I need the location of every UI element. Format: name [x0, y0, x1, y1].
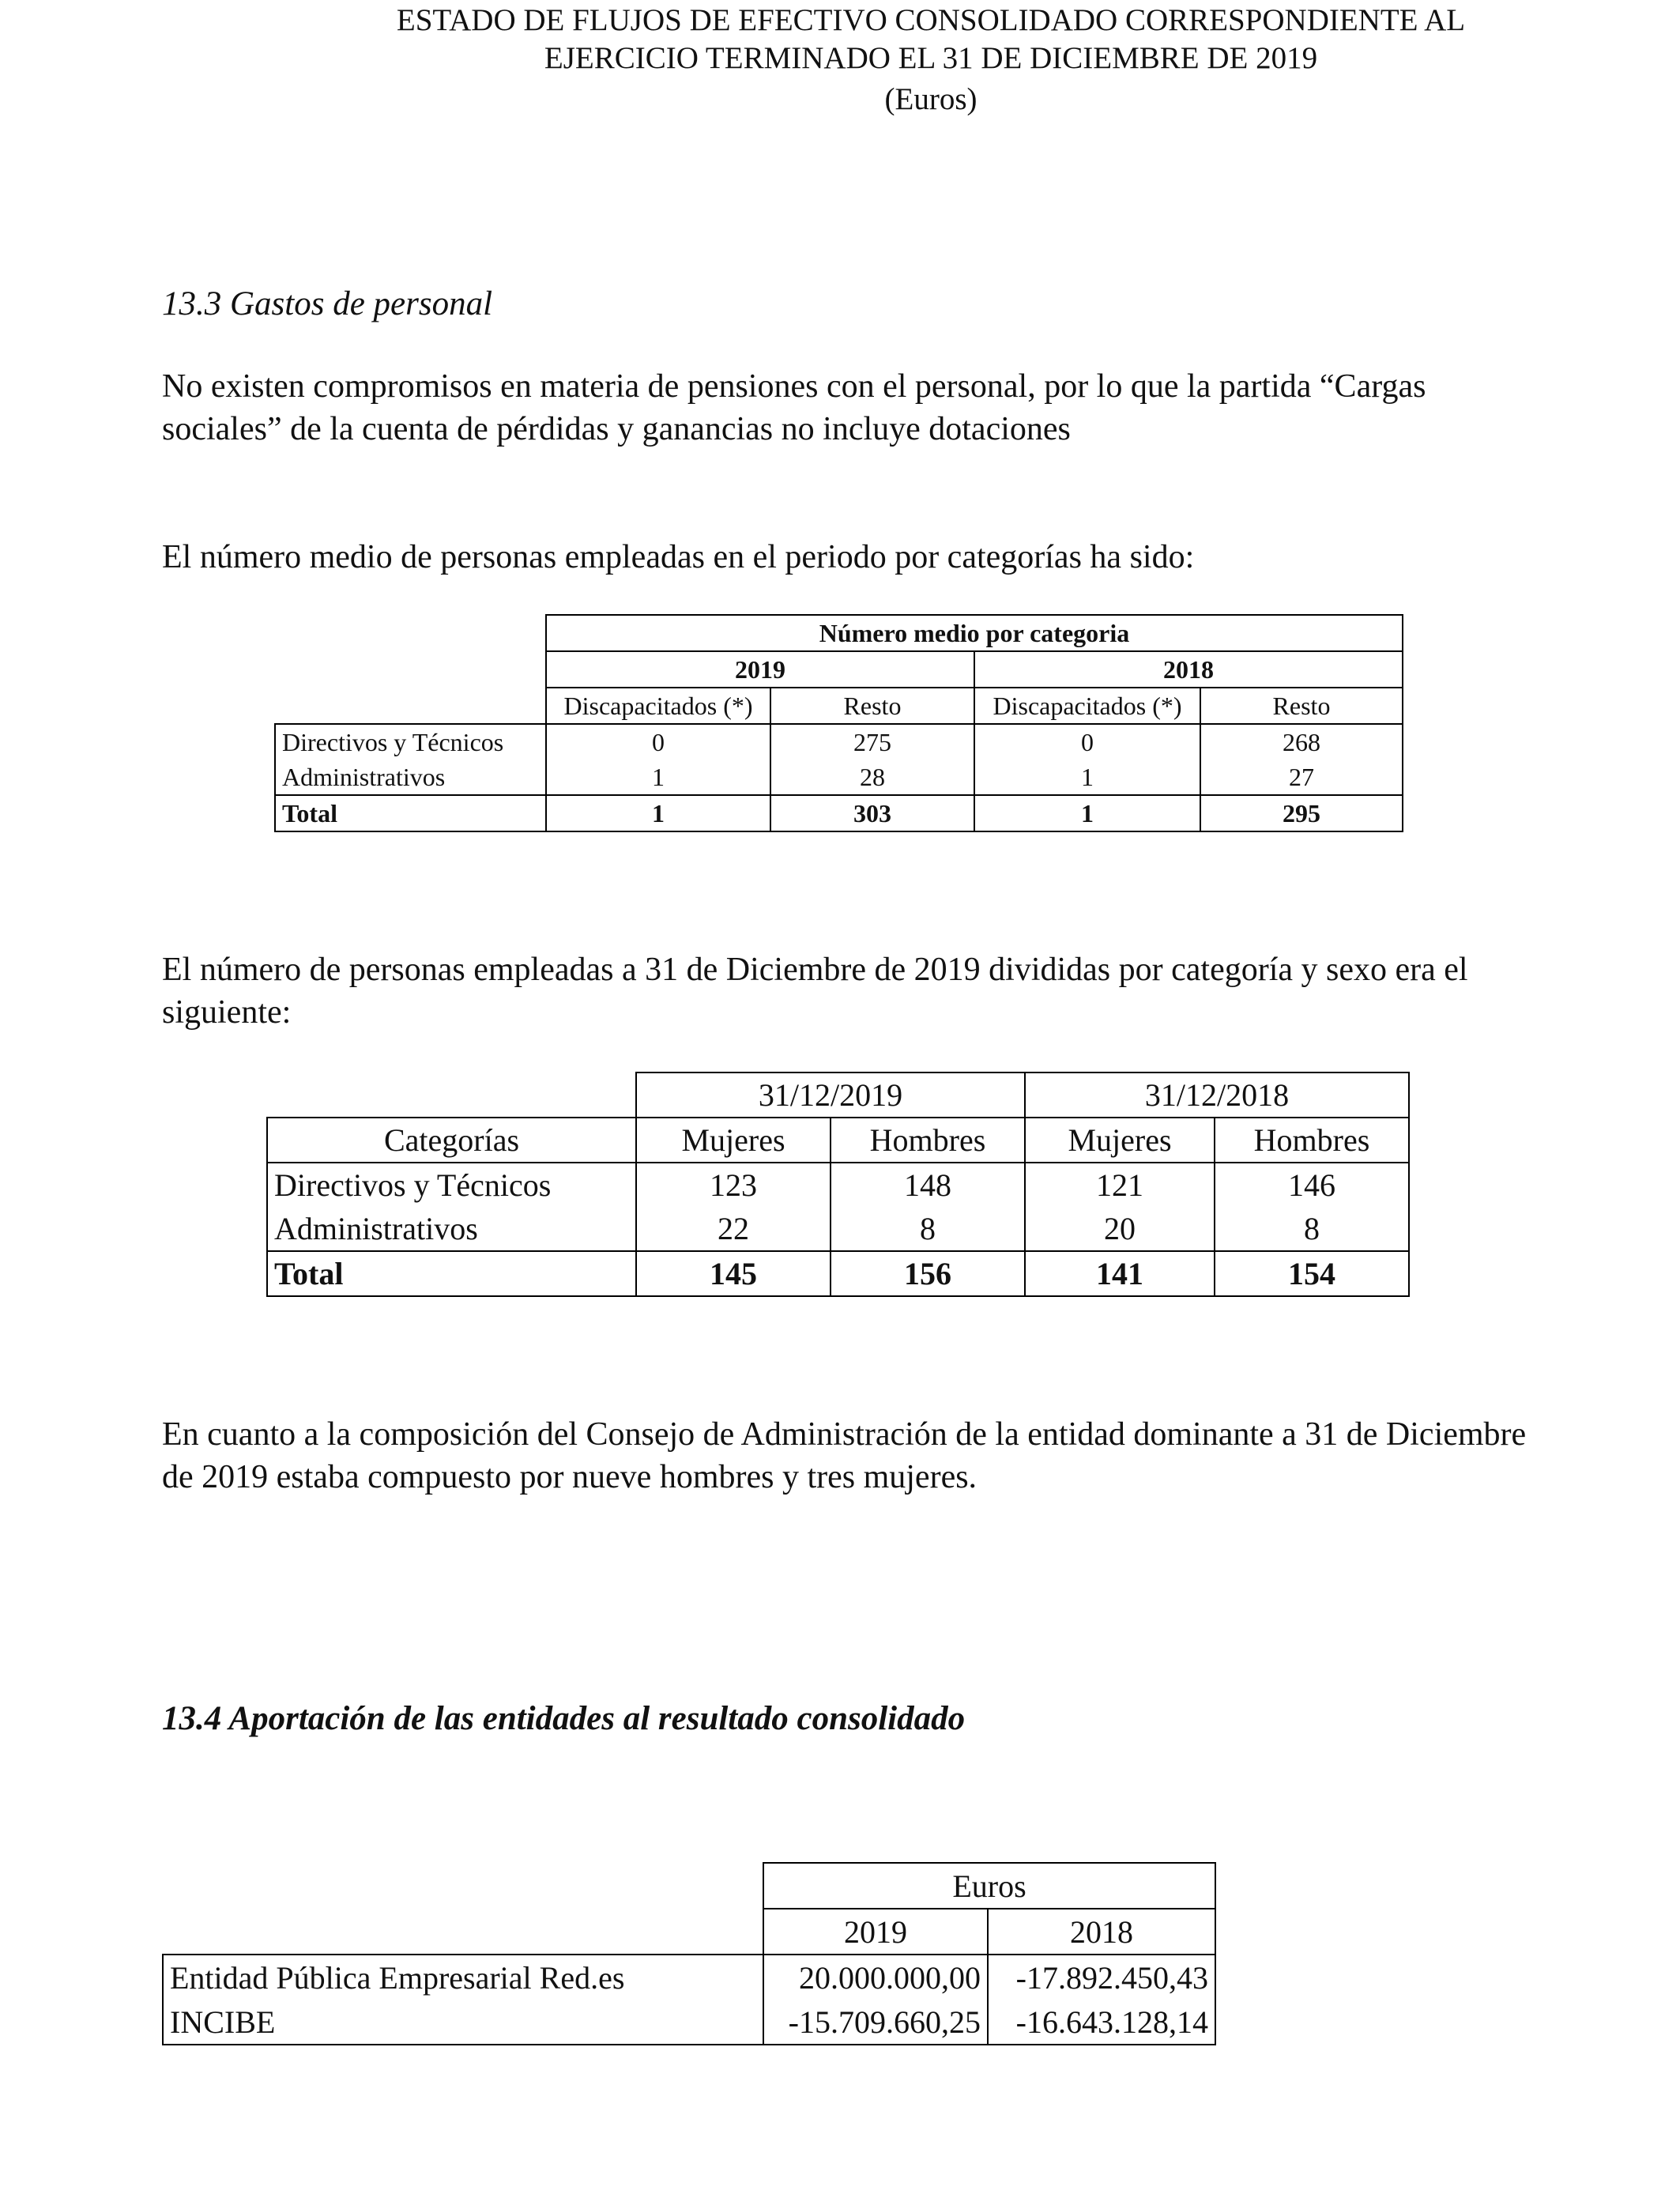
table1-total-cell: 1 [546, 795, 770, 831]
section-13-3-title: 13.3 Gastos de personal [162, 285, 493, 322]
header-line-1: ESTADO DE FLUJOS DE EFECTIVO CONSOLIDADO CORRESPONDIENTE AL [396, 3, 1466, 37]
table2-cell: 121 [1025, 1163, 1215, 1207]
table1-row-label: Administrativos [275, 760, 546, 795]
table1-row-label: Directivos y Técnicos [275, 724, 546, 760]
table3-unit: Euros [763, 1863, 1215, 1909]
table2-total-label: Total [267, 1251, 636, 1296]
table-row [267, 1207, 1409, 1251]
table1-year-2019: 2019 [546, 651, 974, 688]
table1-cell: 1 [546, 760, 770, 795]
table1-cell: 27 [1200, 760, 1403, 795]
table1-total-cell: 303 [770, 795, 974, 831]
table2-cell: 148 [831, 1163, 1025, 1207]
section-13-4-title: 13.4 Aportación de las entidades al resultado consolidado [162, 1700, 966, 1737]
paragraph-consejo: En cuanto a la composición del Consejo de Administración de la entidad dominante a 31 de Diciembre de 2019 estaba compuesto por nueve hombres y tres mujeres. [162, 1416, 1527, 1495]
table3-year-2018: 2018 [988, 1909, 1215, 1955]
table2-cell: 8 [1215, 1207, 1409, 1251]
table2-cell: 22 [636, 1207, 831, 1251]
table2-cell: 146 [1215, 1163, 1409, 1207]
paragraph-numero-medio: El número medio de personas empleadas en el periodo por categorías ha sido: [162, 539, 1195, 575]
table2-total-cell: 141 [1025, 1251, 1215, 1296]
table3-cell: -16.643.128,14 [988, 2000, 1215, 2045]
table1-col-disc-2018: Discapacitados (*) [974, 688, 1200, 724]
table1-cell: 0 [974, 724, 1200, 760]
table2-col-hombres-2018: Hombres [1215, 1118, 1409, 1163]
table1-cell: 275 [770, 724, 974, 760]
table-categoria-sexo [266, 1072, 1410, 1297]
table1-cell: 268 [1200, 724, 1403, 760]
table3-cell: -15.709.660,25 [763, 2000, 988, 2045]
table3-cell: 20.000.000,00 [763, 1955, 988, 2000]
table1-cell: 0 [546, 724, 770, 760]
table1-total-cell: 1 [974, 795, 1200, 831]
table2-date-2019: 31/12/2019 [636, 1072, 1025, 1118]
table1-year-2018: 2018 [974, 651, 1403, 688]
table1-cell: 1 [974, 760, 1200, 795]
table1-col-disc-2019: Discapacitados (*) [546, 688, 770, 724]
table2-date-2018: 31/12/2018 [1025, 1072, 1409, 1118]
table1-cell: 28 [770, 760, 974, 795]
table-row [163, 2000, 1215, 2045]
table2-cell: 8 [831, 1207, 1025, 1251]
table2-col-mujeres-2019: Mujeres [636, 1118, 831, 1163]
table2-cell: 123 [636, 1163, 831, 1207]
table2-total-cell: 145 [636, 1251, 831, 1296]
table1-col-resto-2018: Resto [1200, 688, 1403, 724]
table2-cell: 20 [1025, 1207, 1215, 1251]
table2-row-label: Directivos y Técnicos [267, 1163, 636, 1207]
table-row [163, 1955, 1215, 2000]
table-row [275, 760, 1403, 795]
table-aportacion [162, 1862, 1216, 2045]
table2-col-hombres-2019: Hombres [831, 1118, 1025, 1163]
table2-col-mujeres-2018: Mujeres [1025, 1118, 1215, 1163]
table2-col-categorias: Categorías [267, 1118, 636, 1163]
table3-row-label: INCIBE [163, 2000, 763, 2045]
table1-total-cell: 295 [1200, 795, 1403, 831]
table1-total-label: Total [275, 795, 546, 831]
table-row [267, 1163, 1409, 1207]
table1-col-resto-2019: Resto [770, 688, 974, 724]
table2-total-cell: 156 [831, 1251, 1025, 1296]
table3-year-2019: 2019 [763, 1909, 988, 1955]
table-numero-medio [274, 614, 1403, 832]
table-row-total [275, 795, 1403, 831]
paragraph-pensiones: No existen compromisos en materia de pensiones con el personal, por lo que la partida “Cargas sociales” de la cuenta de pérdidas y ganancias no incluye dotaciones [162, 368, 1426, 447]
table2-row-label: Administrativos [267, 1207, 636, 1251]
header-line-2: EJERCICIO TERMINADO EL 31 DE DICIEMBRE DE 2019 [544, 41, 1318, 75]
table-row-total [267, 1251, 1409, 1296]
header-line-3: (Euros) [884, 82, 977, 116]
table3-cell: -17.892.450,43 [988, 1955, 1215, 2000]
table-row [275, 724, 1403, 760]
paragraph-categoria-sexo: El número de personas empleadas a 31 de Diciembre de 2019 divididas por categoría y sexo era el siguiente: [162, 952, 1468, 1031]
table3-row-label: Entidad Pública Empresarial Red.es [163, 1955, 763, 2000]
table2-total-cell: 154 [1215, 1251, 1409, 1296]
table1-title: Número medio por categoria [546, 615, 1403, 651]
